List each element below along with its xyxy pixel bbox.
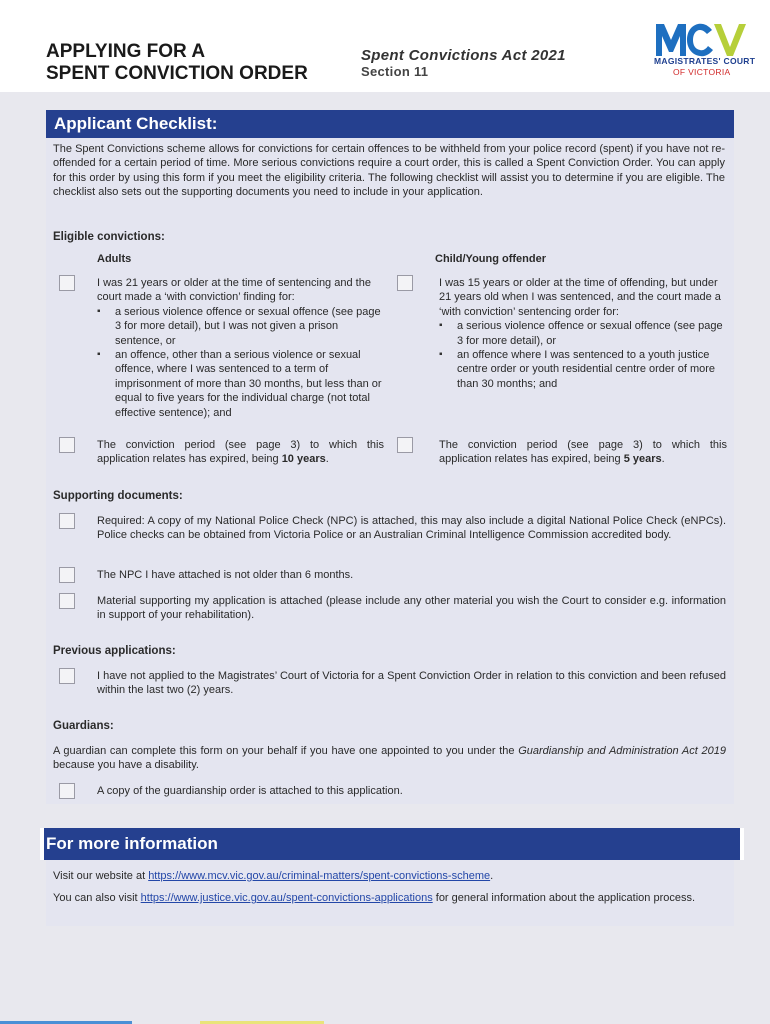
supporting-material-text: Material supporting my application is attached (please include any other material you wish the Court to consider e.g. information in support of your rehabilitation).	[97, 595, 726, 622]
document-title-line1: APPLYING FOR A	[46, 41, 206, 62]
adults-bullet-other: ▪ an offence, other than a serious violence or sexual offence, where I was sentenced to a term of imprisonment of more than 30 months, but less than or equal to five years for the individual charge (not total effective sentence); and	[97, 348, 387, 420]
npc-attached-checkbox[interactable]	[59, 513, 75, 529]
adults-age-lead: I was 21 years or older at the time of sentencing and the court made a ‘with conviction’ finding for:	[97, 277, 371, 304]
adults-period-end: .	[325, 453, 329, 466]
child-period-end: .	[661, 453, 665, 466]
more-info-line1	[53, 869, 726, 883]
child-age-item	[439, 276, 725, 391]
child-period-checkbox[interactable]	[397, 437, 413, 453]
guardianship-order-text: A copy of the guardianship order is attached to this application.	[97, 785, 403, 797]
guardians-text	[53, 744, 726, 773]
act-reference	[361, 47, 566, 80]
child-bullet-youth-justice: ▪ an offence where I was sentenced to a youth justice centre order or youth residential centre order of more than 30 months; and	[439, 348, 725, 391]
child-age-lead: I was 15 years or older at the time of offending, but under 21 years old when I was sentenced, and the court made a ‘with conviction’ sentencing order for:	[439, 277, 721, 318]
child-bullet-serious: ▪ a serious violence offence or sexual offence (see page 3 for more detail), or	[439, 319, 725, 348]
npc-attached-text: Required: A copy of my National Police Check (NPC) is attached, this may also include a digital National Police Check (eNPCs). Police checks can be obtained from Victoria Police or an Australian Criminal Intelligence Commission accredited body.	[97, 515, 726, 542]
child-period-text: The conviction period (see page 3) to which this application relates has expired, being	[439, 439, 727, 466]
adults-period-item	[97, 438, 384, 467]
act-section: Section 11	[361, 64, 429, 79]
child-age-checkbox[interactable]	[397, 275, 413, 291]
child-period-item	[439, 438, 727, 467]
adults-period-years: 10 years	[281, 453, 326, 466]
npc-age-checkbox[interactable]	[59, 567, 75, 583]
logo-subtitle: MAGISTRATES' COURT	[654, 56, 756, 66]
act-name: Spent Convictions Act 2021	[361, 47, 566, 64]
document-title-line2: SPENT CONVICTION ORDER	[46, 63, 308, 84]
supporting-documents-heading: Supporting documents:	[53, 490, 183, 502]
justice-spent-convictions-link[interactable]: https://www.justice.vic.gov.au/spent-convictions-applications	[140, 892, 433, 904]
guardians-text-a: A guardian can complete this form on your behalf if you have one appointed to you under the	[53, 745, 519, 757]
adults-age-checkbox[interactable]	[59, 275, 75, 291]
more-info-line2-pre: You can also visit	[53, 892, 141, 904]
more-info-line2	[53, 891, 726, 905]
adults-bullet-serious: ▪ a serious violence offence or sexual offence (see page 3 for more detail), but I was not given a prison sentence, or	[97, 305, 387, 348]
previous-application-checkbox[interactable]	[59, 668, 75, 684]
checklist-banner: Applicant Checklist:	[46, 110, 734, 138]
npc-age-text: The NPC I have attached is not older than 6 months.	[97, 569, 354, 581]
eligible-convictions-heading: Eligible convictions:	[53, 231, 165, 243]
mcv-spent-convictions-link[interactable]: https://www.mcv.vic.gov.au/criminal-matters/spent-convictions-scheme	[148, 870, 491, 882]
adults-period-text: The conviction period (see page 3) to which this application relates has expired, being	[97, 439, 384, 466]
child-period-years: 5 years	[623, 453, 662, 466]
adults-heading: Adults	[97, 253, 132, 265]
logo-subtitle-region: OF VICTORIA	[673, 67, 731, 77]
previous-applications-heading: Previous applications:	[53, 645, 176, 657]
adults-period-checkbox[interactable]	[59, 437, 75, 453]
supporting-material-checkbox[interactable]	[59, 593, 75, 609]
checklist-intro: The Spent Convictions scheme allows for convictions for certain offences to be withheld from your police record (spent) if you have not re-offended for a certain period of time. More serious convictions require a court order, this is called a Spent Conviction Order. You can apply for this order by using this form if you meet the eligibility criteria. The following checklist will assist you to determine if you are eligible. The checklist also sets out the supporting documents you need to include in your application.	[53, 143, 725, 199]
guardians-heading: Guardians:	[53, 720, 114, 732]
more-info-title: For more information	[46, 834, 218, 853]
previous-application-text: I have not applied to the Magistrates’ Court of Victoria for a Spent Conviction Order in relation to this conviction and been refused within the last two (2) years.	[97, 670, 726, 697]
guardians-text-b: because you have a disability.	[53, 759, 199, 772]
child-offender-heading: Child/Young offender	[435, 253, 547, 265]
more-info-line1-pre: Visit our website at	[53, 870, 149, 882]
adults-age-item	[97, 276, 387, 420]
document-title	[46, 41, 308, 85]
more-info-line2-post: for general information about the application process.	[432, 892, 696, 904]
more-info-line1-post: .	[490, 870, 494, 882]
guardianship-act-name: Guardianship and Administration Act 2019	[518, 745, 726, 757]
guardianship-order-checkbox[interactable]	[59, 783, 75, 799]
